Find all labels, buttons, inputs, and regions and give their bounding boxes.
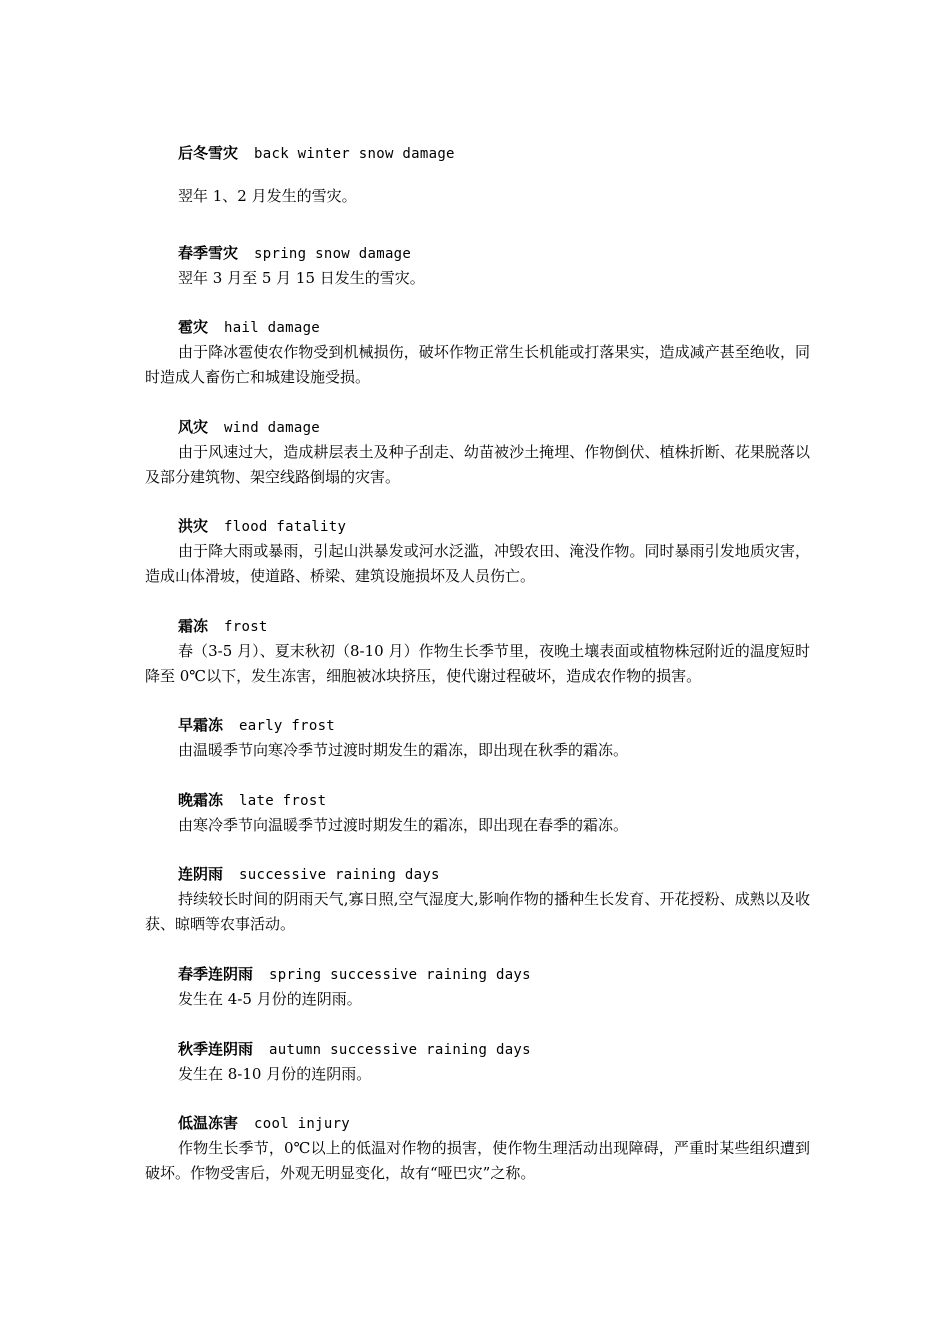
term-definition: 春（3-5 月）、夏末秋初（8-10 月）作物生长季节里，夜晚土壤表面或植物株冠附近的温度短时降至 0℃以下，发生冻害，细胞被冰块挤压，使代谢过程破坏，造成农作物的损害。 — [145, 642, 810, 685]
glossary-entry — [145, 616, 810, 689]
term-chinese: 风灾 — [178, 418, 209, 436]
term-english: back winter snow damage — [254, 146, 455, 162]
glossary-entry — [145, 143, 810, 209]
term-heading — [145, 317, 810, 338]
term-heading — [145, 964, 810, 985]
term-chinese: 洪灾 — [178, 517, 209, 535]
term-definition: 持续较长时间的阴雨天气,寡日照,空气湿度大,影响作物的播种生长发育、开花授粉、成熟以及收获、晾晒等农事活动。 — [145, 890, 810, 933]
term-chinese: 霜冻 — [178, 617, 209, 635]
glossary-entry — [145, 790, 810, 838]
term-english: wind damage — [224, 420, 321, 436]
term-english: hail damage — [224, 320, 321, 336]
term-heading — [145, 715, 810, 736]
term-heading — [145, 1113, 810, 1134]
term-chinese: 后冬雪灾 — [178, 144, 239, 162]
glossary-entry — [145, 964, 810, 1012]
term-english: spring successive raining days — [269, 967, 531, 983]
term-english: flood fatality — [224, 519, 347, 535]
term-definition: 作物生长季节，0℃以上的低温对作物的损害，使作物生理活动出现障碍，严重时某些组织遭到破坏。作物受害后，外观无明显变化，故有“哑巴灾”之称。 — [145, 1139, 810, 1182]
term-english: early frost — [239, 718, 336, 734]
term-definition: 由温暖季节向寒冷季节过渡时期发生的霜冻，即出现在秋季的霜冻。 — [178, 741, 629, 759]
glossary-entry — [145, 516, 810, 589]
term-definition: 由于风速过大，造成耕层表土及种子刮走、幼苗被沙土掩埋、作物倒伏、植株折断、花果脱落以及部分建筑物、架空线路倒塌的灾害。 — [145, 443, 810, 486]
glossary-entry — [145, 243, 810, 291]
glossary-entry — [145, 317, 810, 390]
term-definition: 由于降冰雹使农作物受到机械损伤，破坏作物正常生长机能或打落果实，造成减产甚至绝收，同时造成人畜伤亡和城建设施受损。 — [145, 343, 810, 386]
term-chinese: 春季连阴雨 — [178, 965, 254, 983]
term-heading — [145, 864, 810, 885]
term-definition: 发生在 8-10 月份的连阴雨。 — [178, 1065, 372, 1083]
glossary-entry — [145, 417, 810, 490]
glossary-entry — [145, 1039, 810, 1087]
term-chinese: 雹灾 — [178, 318, 209, 336]
term-english: spring snow damage — [254, 246, 412, 262]
term-definition: 由寒冷季节向温暖季节过渡时期发生的霜冻，即出现在春季的霜冻。 — [178, 816, 629, 834]
term-heading — [145, 417, 810, 438]
term-chinese: 秋季连阴雨 — [178, 1040, 254, 1058]
term-chinese: 早霜冻 — [178, 716, 224, 734]
term-definition: 翌年 1、2 月发生的雪灾。 — [178, 187, 357, 205]
term-heading — [145, 1039, 810, 1060]
glossary-entry — [145, 1113, 810, 1186]
term-heading — [145, 143, 810, 164]
term-definition: 发生在 4-5 月份的连阴雨。 — [178, 990, 362, 1008]
glossary-entry — [145, 715, 810, 763]
term-heading — [145, 516, 810, 537]
term-definition: 由于降大雨或暴雨，引起山洪暴发或河水泛滥，冲毁农田、淹没作物。同时暴雨引发地质灾害，造成山体滑坡，使道路、桥梁、建筑设施损坏及人员伤亡。 — [145, 542, 810, 585]
term-english: successive raining days — [239, 867, 440, 883]
term-english: late frost — [239, 793, 327, 809]
term-english: autumn successive raining days — [269, 1042, 531, 1058]
term-definition: 翌年 3 月至 5 月 15 日发生的雪灾。 — [178, 269, 425, 287]
term-chinese: 晚霜冻 — [178, 791, 224, 809]
term-heading — [145, 790, 810, 811]
term-english: frost — [224, 619, 268, 635]
term-chinese: 低温冻害 — [178, 1114, 239, 1132]
term-chinese: 春季雪灾 — [178, 244, 239, 262]
term-heading — [145, 243, 810, 264]
term-heading — [145, 616, 810, 637]
term-english: cool injury — [254, 1116, 351, 1132]
glossary-entry — [145, 864, 810, 937]
term-chinese: 连阴雨 — [178, 865, 224, 883]
